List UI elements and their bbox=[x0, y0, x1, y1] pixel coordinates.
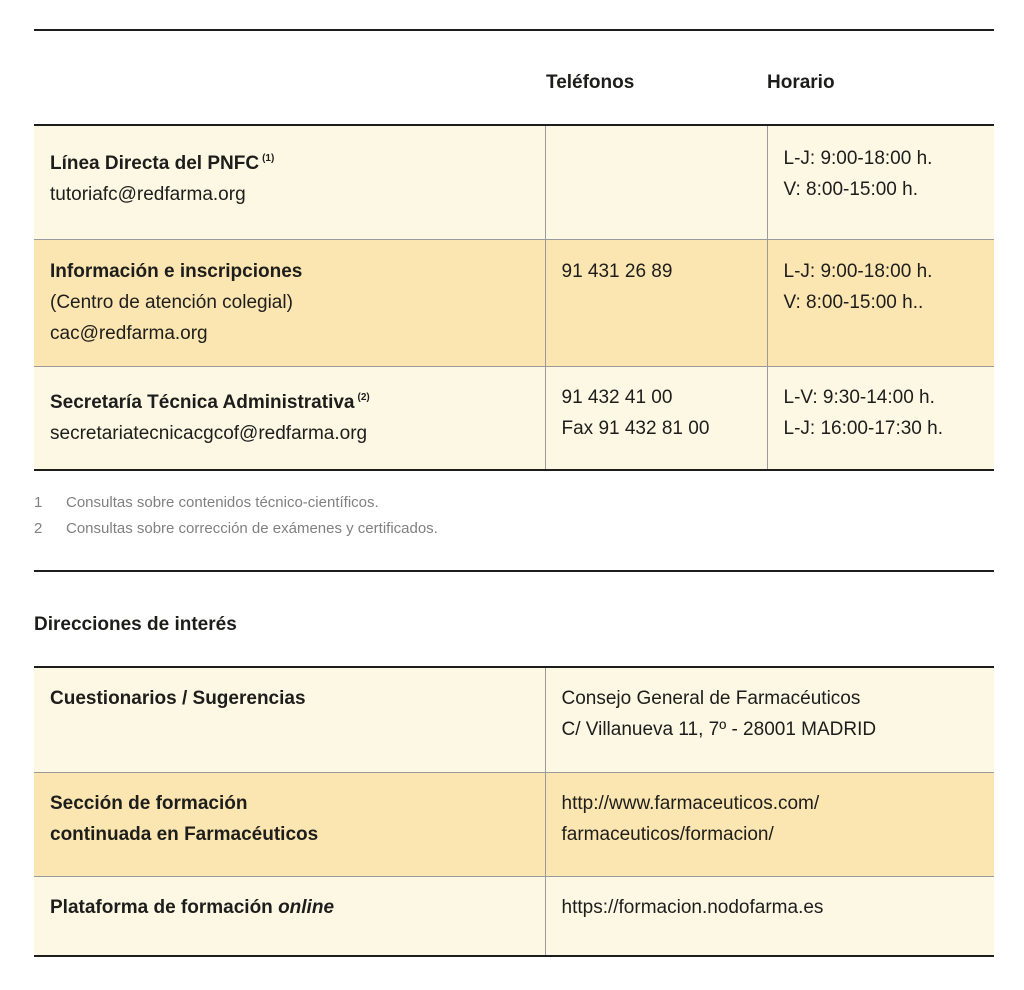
address-value-cell bbox=[545, 668, 994, 772]
footnote-text: Consultas sobre contenidos técnico-científicos. bbox=[66, 494, 379, 511]
address-label: continuada en Farmacéuticos bbox=[50, 823, 319, 845]
address-line: C/ Villanueva 11, 7º - 28001 MADRID bbox=[561, 719, 877, 740]
hours-line: L-J: 9:00-18:00 h. bbox=[783, 260, 933, 282]
addresses-title: Direcciones de interés bbox=[34, 614, 237, 635]
contact-row-info bbox=[34, 239, 994, 366]
address-label-emphasis: online bbox=[278, 896, 335, 918]
phone-number: 91 431 26 89 bbox=[561, 260, 673, 282]
contact-cell-hours bbox=[767, 126, 994, 239]
footnote bbox=[34, 490, 438, 516]
hours-line: L-J: 16:00-17:30 h. bbox=[783, 417, 943, 439]
contact-cell-phones bbox=[545, 239, 767, 366]
address-label-cell bbox=[34, 772, 545, 876]
contact-title: Información e inscripciones bbox=[50, 260, 303, 282]
footnote-ref: (1) bbox=[262, 153, 275, 164]
addresses-table-bottom-rule bbox=[34, 955, 994, 957]
contact-email[interactable]: cac@redfarma.org bbox=[50, 322, 208, 344]
fax-number: Fax 91 432 81 00 bbox=[561, 417, 710, 439]
hours-line: V: 8:00-15:00 h. bbox=[783, 179, 919, 200]
header-phones: Teléfonos bbox=[546, 72, 635, 93]
contact-cell-phones bbox=[545, 366, 767, 470]
contact-table-bottom-rule bbox=[34, 469, 994, 471]
contact-table bbox=[34, 126, 994, 470]
footnote-ref: (2) bbox=[357, 391, 370, 403]
contact-cell-name bbox=[34, 239, 545, 366]
address-label: Sección de formación bbox=[50, 792, 248, 814]
contact-cell-name bbox=[34, 366, 545, 470]
address-row-training-section bbox=[34, 772, 994, 876]
contact-title: Línea Directa del PNFC bbox=[50, 153, 260, 174]
section-rule bbox=[34, 570, 994, 572]
footnotes bbox=[34, 490, 438, 542]
address-label: Plataforma de formación bbox=[50, 896, 279, 918]
footnote-text: Consultas sobre corrección de exámenes y certificados. bbox=[66, 520, 438, 537]
address-label: Cuestionarios / Sugerencias bbox=[50, 688, 306, 709]
address-link[interactable]: https://formacion.nodofarma.es bbox=[561, 896, 824, 918]
hours-line: L-V: 9:30-14:00 h. bbox=[783, 386, 935, 408]
contact-title: Secretaría Técnica Administrativa bbox=[50, 391, 355, 413]
contact-email[interactable]: secretariatecnicacgcof@redfarma.org bbox=[50, 422, 368, 444]
address-link[interactable]: farmaceuticos/formacion/ bbox=[561, 823, 774, 845]
addresses-table bbox=[34, 668, 994, 956]
contact-cell-hours bbox=[767, 239, 994, 366]
address-value-cell bbox=[545, 772, 994, 876]
hours-line: L-J: 9:00-18:00 h. bbox=[783, 148, 933, 169]
hours-line: V: 8:00-15:00 h.. bbox=[783, 291, 924, 313]
footnote-number: 1 bbox=[34, 494, 43, 511]
phone-number: 91 432 41 00 bbox=[561, 386, 673, 408]
contact-cell-name bbox=[34, 126, 545, 239]
address-row-online-platform bbox=[34, 876, 994, 956]
contact-row-secretaria bbox=[34, 366, 994, 470]
footnote bbox=[34, 516, 438, 542]
contact-cell-phones bbox=[545, 126, 767, 239]
contact-email[interactable]: tutoriafc@redfarma.org bbox=[50, 184, 246, 205]
address-label-cell bbox=[34, 876, 545, 956]
footnote-number: 2 bbox=[34, 520, 43, 537]
address-line: Consejo General de Farmacéuticos bbox=[561, 688, 861, 709]
top-rule bbox=[34, 29, 994, 31]
contact-row-pnfc bbox=[34, 126, 994, 239]
header-hours: Horario bbox=[767, 72, 835, 93]
address-label-cell bbox=[34, 668, 545, 772]
address-value-cell bbox=[545, 876, 994, 956]
contact-cell-hours bbox=[767, 366, 994, 470]
contact-subtitle: (Centro de atención colegial) bbox=[50, 291, 293, 313]
address-row-questionnaires bbox=[34, 668, 994, 772]
address-link[interactable]: http://www.farmaceuticos.com/ bbox=[561, 792, 820, 814]
